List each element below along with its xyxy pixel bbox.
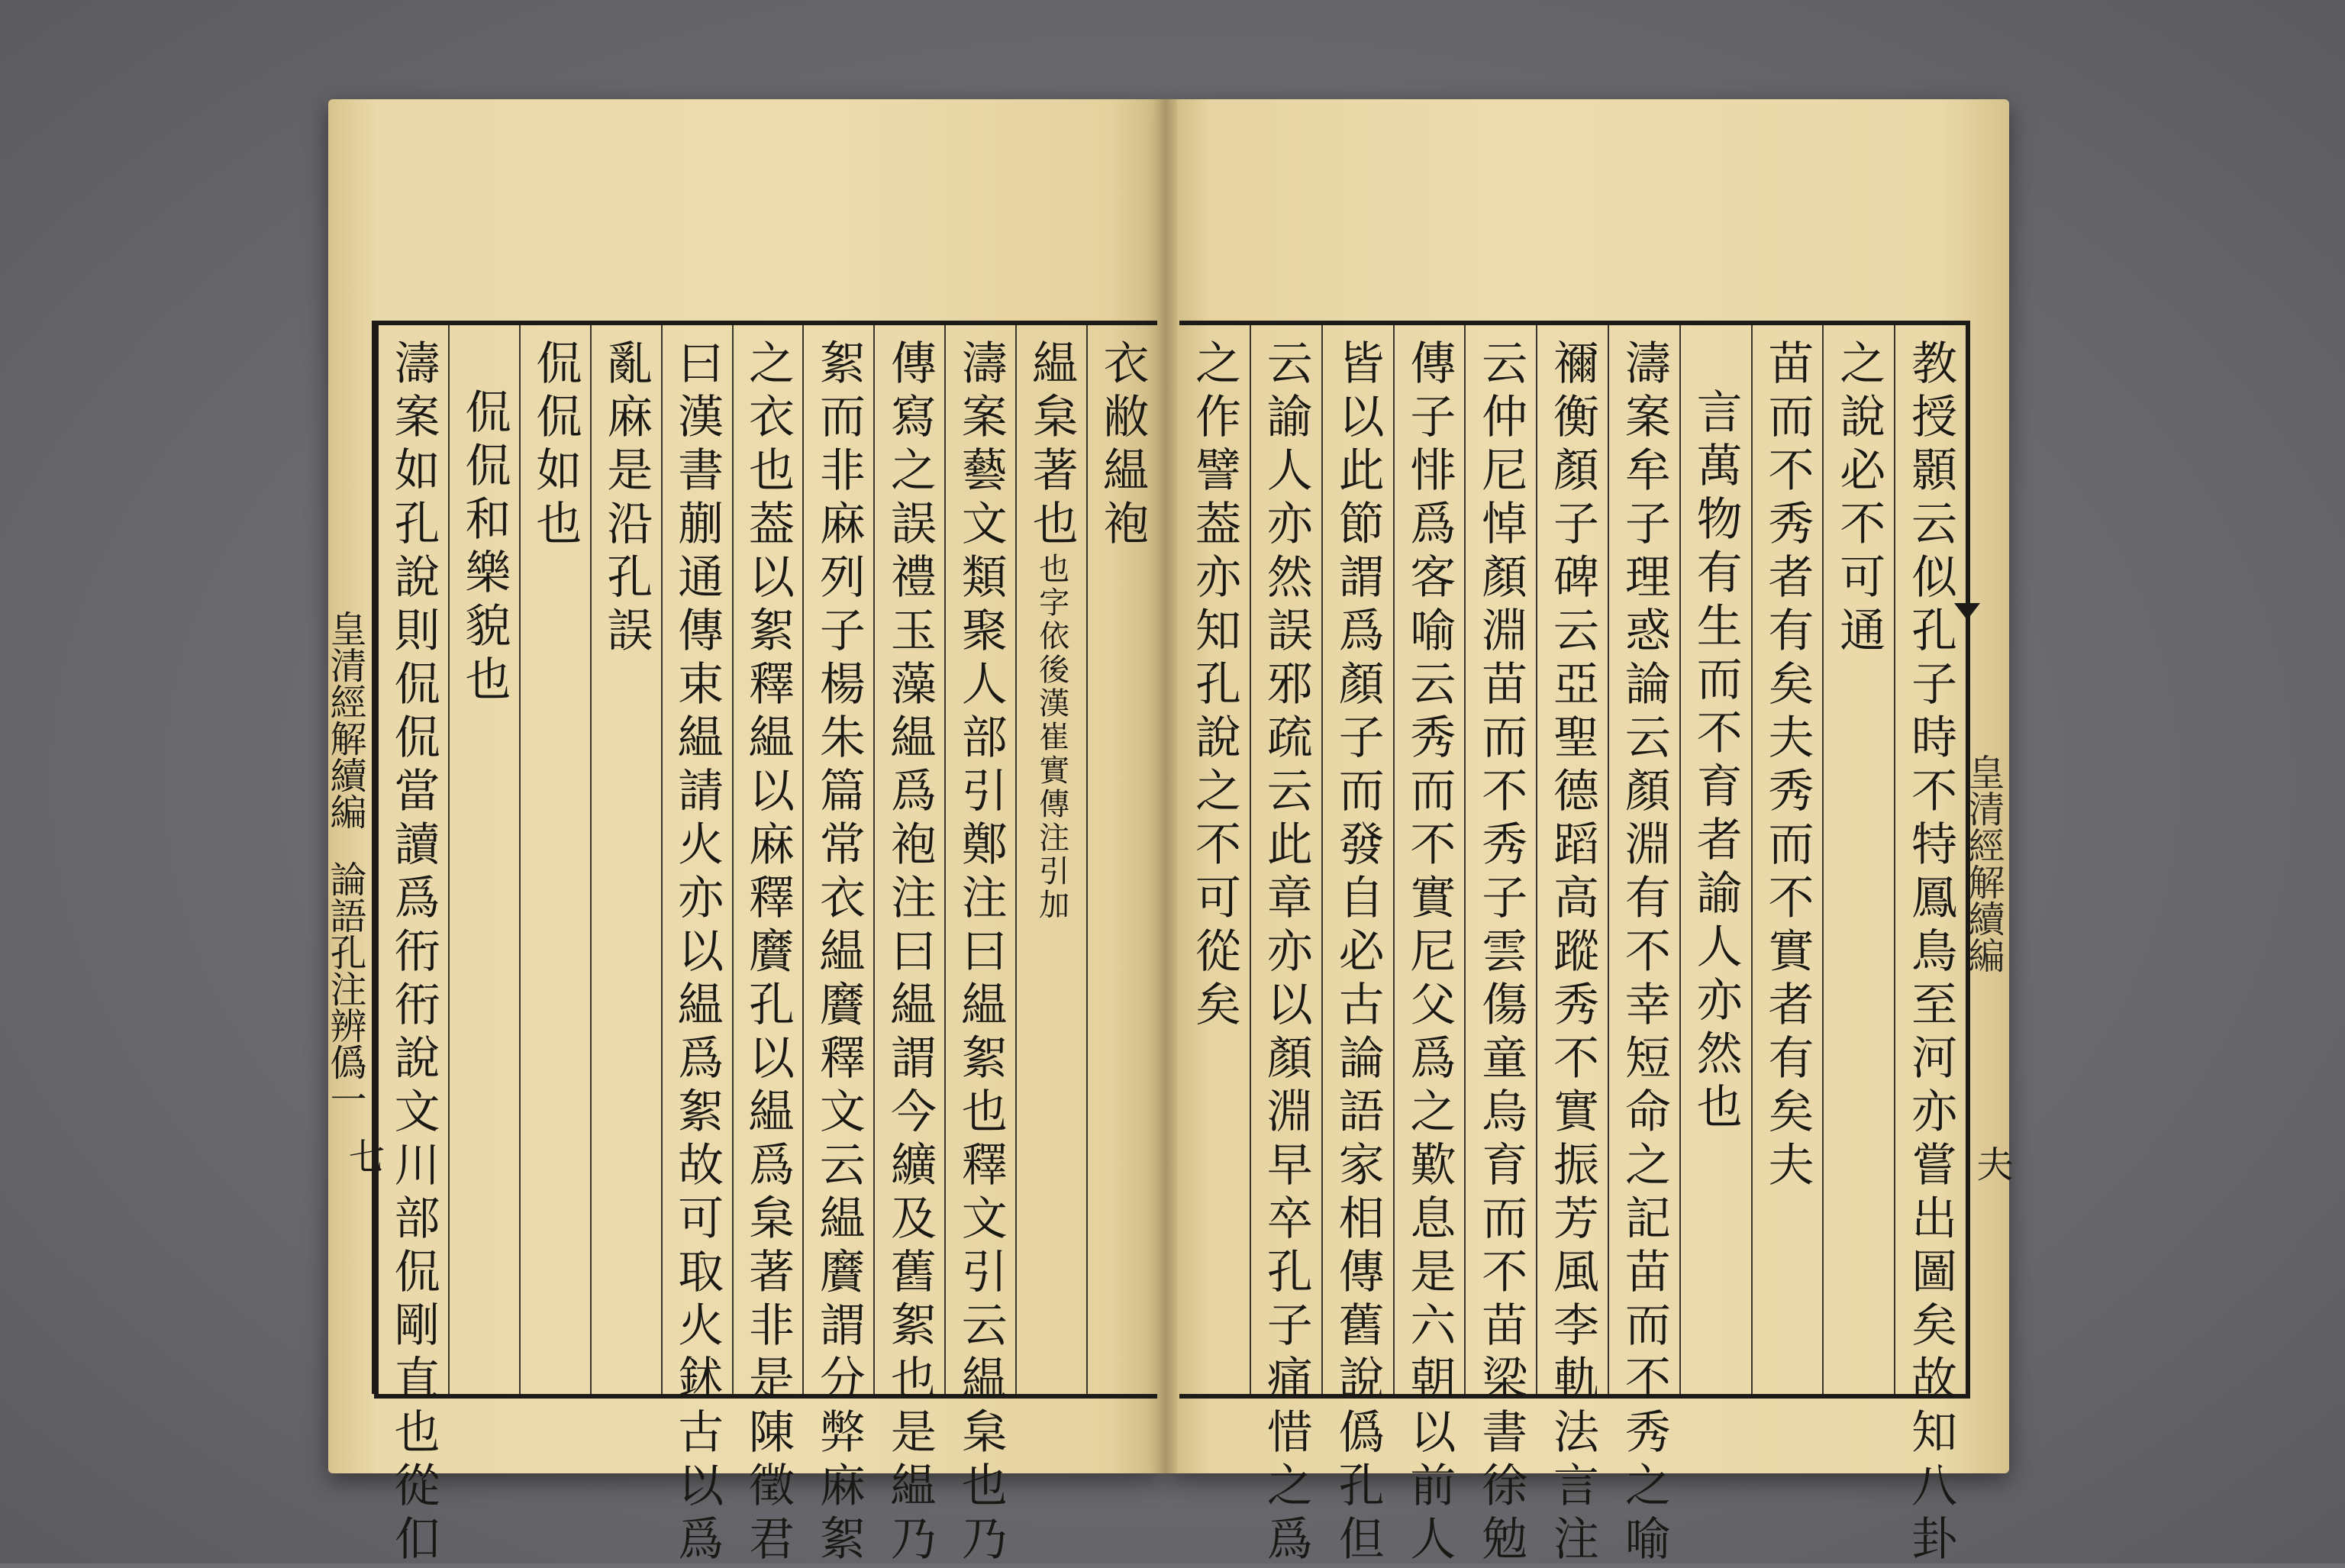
annotation-note: 也字依後漢崔實傳注引加 (1034, 553, 1069, 922)
text-column: 言萬物有生而不育者諭人亦然也 (1679, 325, 1751, 1394)
banxin-title: 皇清經解續編 (1962, 753, 2005, 973)
left-columns (379, 325, 1157, 1568)
text-column: 傳子悱爲客喻云秀而不實尼父爲之歎息是六朝以前人 (1393, 325, 1465, 1394)
text-column: 傳寫之誤禮玉藻緼爲袍注曰緼謂今纊及舊絮也是緼乃 (873, 325, 944, 1394)
text-column: 曰漢書蒯通傳束緼請火亦以緼爲絮故可取火鉥古以爲 (661, 325, 732, 1394)
right-banxin (1962, 321, 2010, 1394)
text-column: 教授顥云似孔子時不特鳳鳥至河亦嘗出圖矣故知八卦 (1894, 325, 1966, 1394)
text-column: 皆以此節謂爲顏子而發自必古論語家相傳舊說僞孔但 (1321, 325, 1393, 1394)
left-banxin (324, 321, 374, 1394)
right-folio: 夫 (1970, 1145, 2013, 1182)
banxin-title: 皇清經解續編 (324, 610, 366, 830)
text-column: 之作譬葢亦知孔說之不可從矣 (1187, 339, 1241, 1034)
text-column: 濤案藝文類聚人部引鄭注曰緼絮也釋文引云緼枲也乃 (944, 325, 1015, 1394)
left-folio: 七 (342, 1137, 385, 1174)
banxin-section: 論語孔注辨僞一 (324, 860, 366, 1117)
left-text-frame (374, 321, 1157, 1568)
text-column: 絮而非麻列子楊朱篇常衣緼黂釋文云緼黂謂分弊麻絮 (802, 325, 873, 1394)
text-column: 亂麻是沿孔誤 (590, 325, 661, 1394)
right-text-frame (1179, 321, 1970, 1568)
right-columns (1179, 325, 1966, 1568)
text-column: 之衣也葢以絮釋緼以麻釋黂孔以緼爲枲著非是陳徵君 (732, 325, 803, 1394)
text-column: 苗而不秀者有矣夫秀而不實者有矣夫 (1751, 325, 1823, 1394)
text-column: 濤案如孔說則侃侃當讀爲衎衎說文川部侃剛直也從㐰 (386, 339, 440, 1568)
text-column: 之說必不可通 (1822, 325, 1894, 1394)
text-column: 云諭人亦然誤邪疏云此章亦以顏淵早卒孔子痛惜之爲 (1250, 325, 1321, 1394)
text-column: 侃侃和樂貌也 (448, 325, 519, 1394)
text-column: 緼枲著也 也字依後漢崔實傳注引加 (1015, 325, 1086, 1394)
text-column: 濤案牟子理惑論云顏淵有不幸短命之記苗而不秀之喻 (1608, 325, 1679, 1394)
text-column: 衣敝緼袍 (1086, 325, 1157, 1394)
text-column: 云仲尼悼顏淵苗而不秀子雲傷童烏育而不苗梁書徐勉 (1464, 325, 1536, 1394)
book-gutter (1154, 99, 1177, 1473)
text-column: 侃侃如也 (519, 325, 590, 1394)
text-column: 禰衡顏子碑云亞聖德蹈高蹤秀不實振芳風李軌法言注 (1536, 325, 1608, 1394)
